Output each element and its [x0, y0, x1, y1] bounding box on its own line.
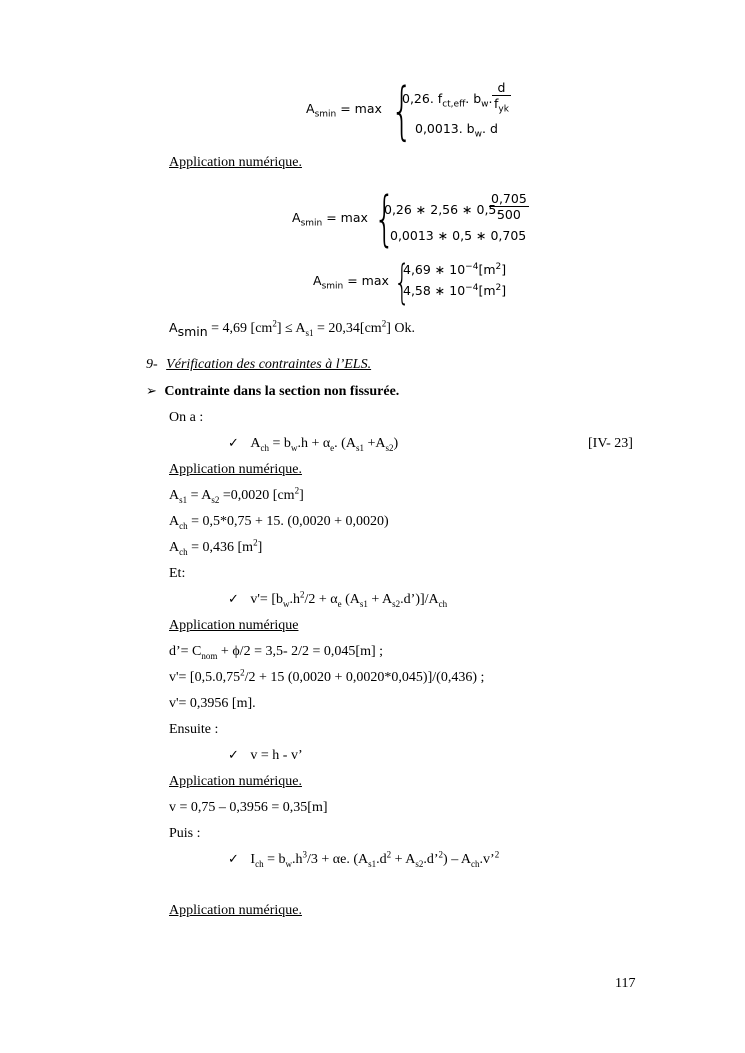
left-brace: {	[394, 255, 411, 309]
ensuite-label: Ensuite :	[169, 722, 219, 737]
eq1-line2: 0,0013. $b_w$. d	[415, 121, 498, 140]
check-icon: ✓	[228, 852, 239, 867]
eq3-line1: 4,69 ∗ $10^{-4}[m^2]$	[403, 261, 507, 277]
asmin-check-line: $A_{smin} = 4,69$ $[cm^2] \le A_{s1} = 20,34[cm^2]$ Ok.	[169, 318, 415, 339]
check-icon: ✓	[228, 436, 239, 451]
ach-result-line: $A_{ch} = 0,436$ $[m^2]$	[169, 537, 263, 557]
equation-reference: [IV- 23]	[588, 436, 633, 451]
eq2-lhs: $A_{smin} = \max$	[292, 210, 368, 229]
check-icon: ✓	[228, 592, 239, 607]
section-number: 9-	[146, 357, 158, 372]
eq3-lhs: $A_{smin} = \max$	[313, 273, 389, 292]
eq1-lhs: $A_{smin} = \max$	[306, 101, 382, 120]
bullet-heading	[146, 384, 399, 400]
formula-ich	[228, 849, 500, 869]
formula-ich-text: $I_{ch} = b_w.h^3/3 + \alpha e$. ($A_{s1}.d^2$ + $A_{s2}.d’^2$) – $A_{ch}.v’^2$	[250, 849, 500, 869]
application-numerique-label: Application numérique.	[169, 462, 302, 477]
page-number: 117	[615, 976, 636, 991]
formula-v-prime-text: $v'= [b_w.h^2/2 + \alpha_e$ ($A_{s1}$ + $A_{s2}.d’)]/A_{ch}$	[250, 589, 448, 609]
ach-calc-line: $A_{ch} = 0,5*0,75 + 15$. (0,0020 + 0,0020)	[169, 514, 389, 531]
section-heading	[146, 357, 371, 373]
formula-v-text: v = h - v’	[250, 748, 303, 763]
application-numerique-label: Application numérique	[169, 618, 299, 633]
v-result-line: v = 0,75 – 0,3956 = 0,35[m]	[169, 800, 328, 815]
eq1-line1: 0,26. $f_{ct,eff}$. $b_w$.	[402, 91, 493, 110]
left-brace: {	[391, 74, 413, 147]
as-line: $A_{s1} = A_{s2} =0,0020$ $[cm^2]$	[169, 485, 304, 505]
formula-v	[228, 748, 303, 764]
left-brace: {	[374, 184, 396, 254]
d-prime-line: d’= $C_{nom} + \phi/2 = 3,5-$ 2/2 = 0,045[m] ;	[169, 644, 384, 661]
application-numerique-label: Application numérique.	[169, 903, 302, 918]
eq2-fraction: $\frac{0,705}{500}$	[491, 191, 527, 222]
eq1-fraction: $\frac{d}{f_{yk}}$	[494, 80, 509, 115]
et-label: Et:	[169, 566, 186, 581]
section-title: Vérification des contraintes à l’ELS.	[166, 357, 372, 372]
application-numerique-label: Application numérique.	[169, 155, 302, 170]
eq2-line1: 0,26 ∗ 2,56 ∗ 0,5.	[384, 202, 501, 217]
v-prime-result-line: v'= 0,3956 [m].	[169, 696, 256, 711]
on-a-label: On a :	[169, 410, 204, 425]
application-numerique-label: Application numérique.	[169, 774, 302, 789]
bullet-heading-text: Contrainte dans la section non fissurée.	[164, 384, 400, 399]
formula-v-prime	[228, 589, 448, 609]
puis-label: Puis :	[169, 826, 201, 841]
formula-ach	[228, 436, 398, 452]
eq2-line2: 0,0013 ∗ 0,5 ∗ 0,705	[390, 228, 527, 243]
arrow-bullet-icon: ➢	[146, 384, 157, 399]
check-icon: ✓	[228, 748, 239, 763]
formula-ach-text: $A_{ch} = b_w.h + \alpha_e$. $(A_{s1} +A_{s2})$	[250, 436, 399, 453]
v-prime-calc-line: $v'= [0,5.0,75^2/2 + 15$ (0,0020 + 0,0020*0,045)]/(0,436) ;	[169, 667, 485, 685]
eq3-line2: 4,58 ∗ $10^{-4}[m^2]$	[403, 282, 507, 298]
